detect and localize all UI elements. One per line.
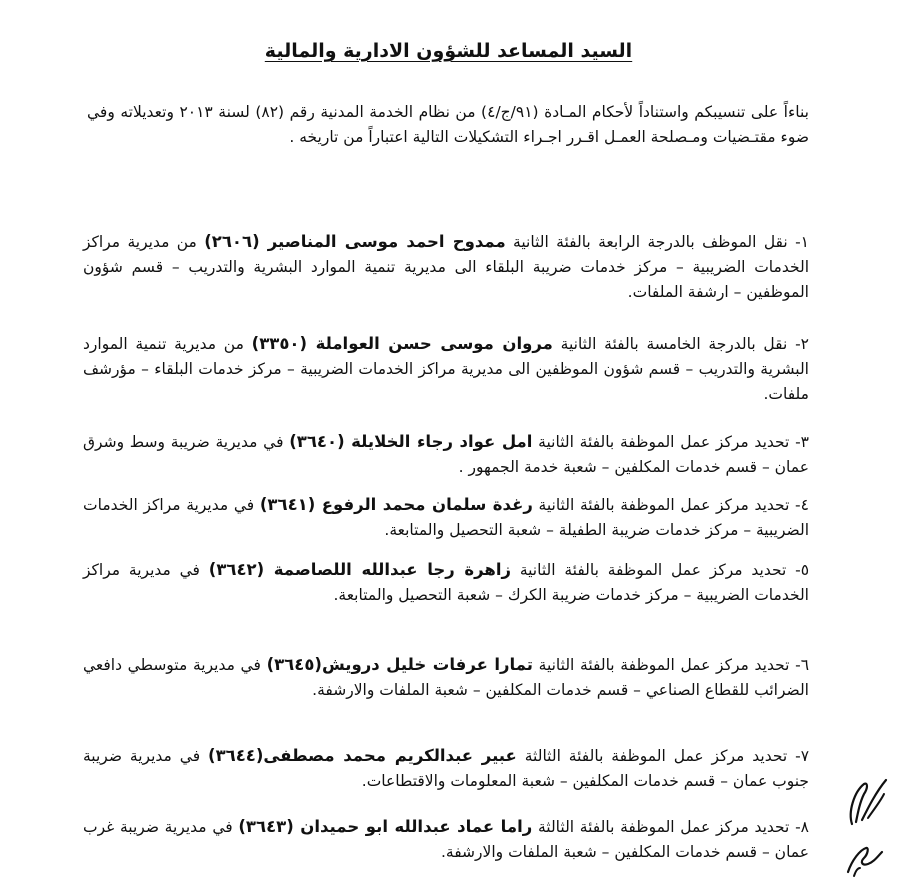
item-text: في مديرية ضريبة جنوب عمان – قسم خدمات المكلفين – شعبة المعلومات والاقتطاعات.: [83, 747, 809, 790]
list-item: [83, 331, 809, 407]
employee-name: زاهرة رجا عبدالله اللصاصمة (٣٦٤٢): [208, 560, 512, 579]
list-item: [83, 492, 809, 543]
handwritten-initials-mark: [838, 772, 893, 880]
employee-name: مروان موسى حسن العواملة (٣٣٥٠): [251, 334, 553, 353]
employee-name: راما عماد عبدالله ابو حميدان (٣٦٤٣): [238, 817, 533, 836]
list-item: [83, 743, 809, 794]
list-item: [83, 557, 809, 608]
employee-name: امل عواد رجاء الخلايلة (٣٦٤٠): [289, 432, 533, 451]
item-text: ٢- نقل بالدرجة الخامسة بالفئة الثانية: [552, 335, 809, 353]
intro-paragraph: بناءاً على تنسيبكم واستناداً لأحكام المـادة (٩١/ج/٤) من نظام الخدمة المدنية رقم (٨٢) لسنة ٢٠١٣ وتعديلاته وفي ضوء مقتـضيات ومـصلحة العمـل اقـرر اجـراء التشكيلات التالية اعتباراً من تاريخه .: [87, 103, 809, 146]
item-text: ٣- تحديد مركز عمل الموظفة بالفئة الثانية: [532, 433, 809, 451]
item-text: في مديرية ضريبة غرب عمان – قسم خدمات المكلفين – شعبة الملفات والارشفة.: [83, 818, 809, 861]
item-text: ٥- تحديد مركز عمل الموظفة بالفئة الثانية: [511, 561, 810, 579]
item-text: ٤- تحديد مركز عمل الموظفة بالفئة الثانية: [532, 496, 809, 514]
list-item: [83, 429, 809, 480]
item-text: ٧- تحديد مركز عمل الموظفة بالفئة الثالثة: [516, 747, 810, 765]
list-item: [83, 229, 809, 305]
item-text: في مديرية ضريبة وسط وشرق عمان – قسم خدمات المكلفين – شعبة خدمة الجمهور .: [83, 433, 809, 476]
employee-name: ممدوح احمد موسى المناصير (٢٦٠٦): [204, 232, 506, 251]
item-text: في مديرية مراكز الخدمات الضريبية – مركز خدمات ضريبة الكرك – شعبة التحصيل والمتابعة.: [83, 561, 809, 604]
list-item: [83, 814, 809, 865]
document-title: السيد المساعد للشؤون الادارية والمالية: [264, 40, 633, 62]
item-text: ٦- تحديد مركز عمل الموظفة بالفئة الثانية: [532, 656, 810, 674]
item-text: في مديرية متوسطي دافعي الضرائب للقطاع الصناعي – قسم خدمات المكلفين – شعبة الملفات والارشفة.: [83, 656, 809, 699]
employee-name: عبير عبدالكريم محمد مصطفى(٣٦٤٤): [208, 746, 517, 765]
item-text: في مديرية مراكز الخدمات الضريبية – مركز خدمات ضريبة الطفيلة – شعبة التحصيل والمتابعة.: [83, 496, 809, 539]
item-text: ١- نقل الموظف بالدرجة الرابعة بالفئة الثانية: [505, 233, 809, 251]
employee-name: تمارا عرفات خليل درويش(٣٦٤٥): [266, 655, 533, 674]
item-text: من مديرية مراكز الخدمات الضريبية – مركز خدمات ضريبة البلقاء الى مديرية تنمية الموارد البشرية والتدريب – قسم شؤون الموظفين – ارشفة الملفات.: [83, 233, 809, 301]
item-text: من مديرية تنمية الموارد البشرية والتدريب – قسم شؤون الموظفين الى مديرية مراكز الخدمات الضريبية – مركز خدمات البلقاء – مؤرشف ملفات.: [83, 335, 809, 403]
list-item: [83, 652, 809, 703]
employee-name: رغدة سلمان محمد الرفوع (٣٦٤١): [259, 495, 533, 514]
item-text: ٨- تحديد مركز عمل الموظفة بالفئة الثالثة: [532, 818, 809, 836]
